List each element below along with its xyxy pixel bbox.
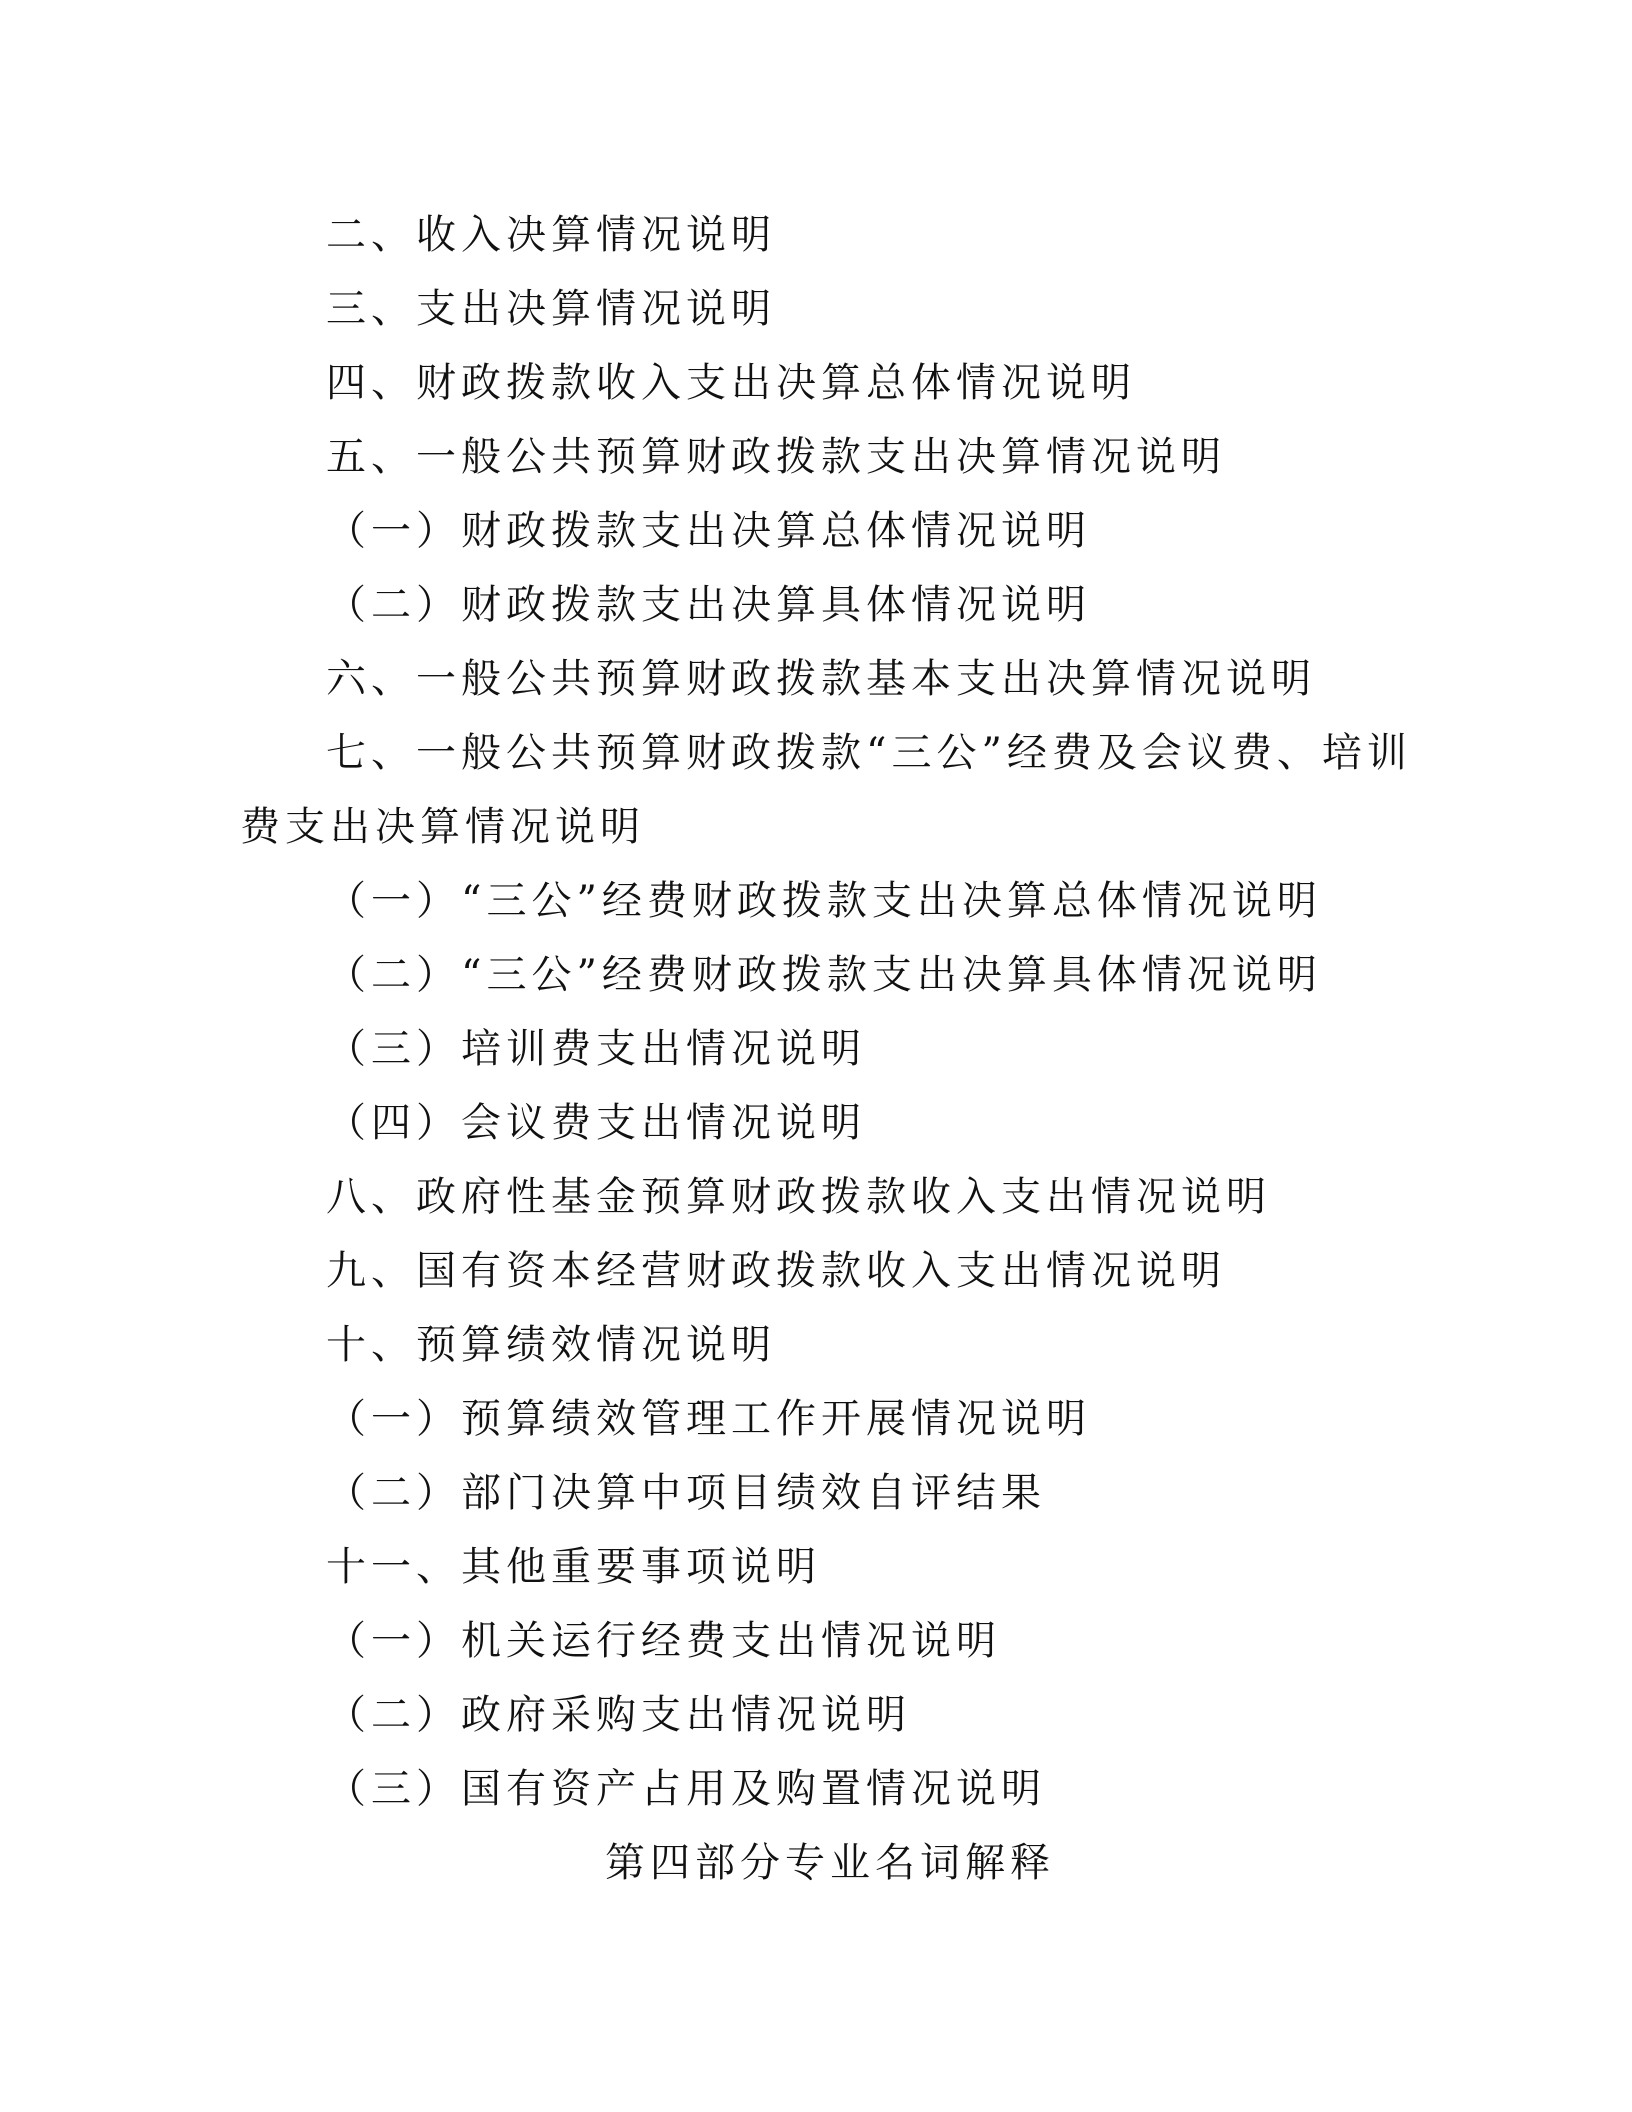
table-of-contents (240, 198, 1420, 1900)
toc-subitem: （一）机关运行经费支出情况说明 (326, 1618, 1001, 1664)
toc-item: 八、政府性基金预算财政拨款收入支出情况说明 (326, 1174, 1271, 1220)
toc-subitem: （二）财政拨款支出决算具体情况说明 (326, 582, 1091, 628)
toc-subitem: （二）部门决算中项目绩效自评结果 (326, 1470, 1046, 1516)
toc-subitem: （二）“三公”经费财政拨款支出决算具体情况说明 (326, 952, 1322, 998)
toc-item: 二、收入决算情况说明 (326, 212, 776, 258)
toc-subitem: （一）“三公”经费财政拨款支出决算总体情况说明 (326, 878, 1322, 924)
part-heading: 第四部分专业名词解释 (605, 1840, 1055, 1886)
toc-subitem: （二）政府采购支出情况说明 (326, 1692, 911, 1738)
toc-subitem: （三）培训费支出情况说明 (326, 1026, 866, 1072)
toc-subitem: （三）国有资产占用及购置情况说明 (326, 1766, 1046, 1812)
toc-item-continuation: 费支出决算情况说明 (240, 804, 645, 850)
toc-subitem: （一）财政拨款支出决算总体情况说明 (326, 508, 1091, 554)
toc-subitem: （四）会议费支出情况说明 (326, 1100, 866, 1146)
toc-subitem: （一）预算绩效管理工作开展情况说明 (326, 1396, 1091, 1442)
toc-item: 三、支出决算情况说明 (326, 286, 776, 332)
toc-item: 四、财政拨款收入支出决算总体情况说明 (326, 360, 1136, 406)
toc-item: 九、国有资本经营财政拨款收入支出情况说明 (326, 1248, 1226, 1294)
toc-item: 十一、其他重要事项说明 (326, 1544, 821, 1590)
toc-item: 十、预算绩效情况说明 (326, 1322, 776, 1368)
toc-item: 七、一般公共预算财政拨款“三公”经费及会议费、培训 (326, 730, 1412, 776)
toc-item: 五、一般公共预算财政拨款支出决算情况说明 (326, 434, 1226, 480)
toc-item: 六、一般公共预算财政拨款基本支出决算情况说明 (326, 656, 1316, 702)
